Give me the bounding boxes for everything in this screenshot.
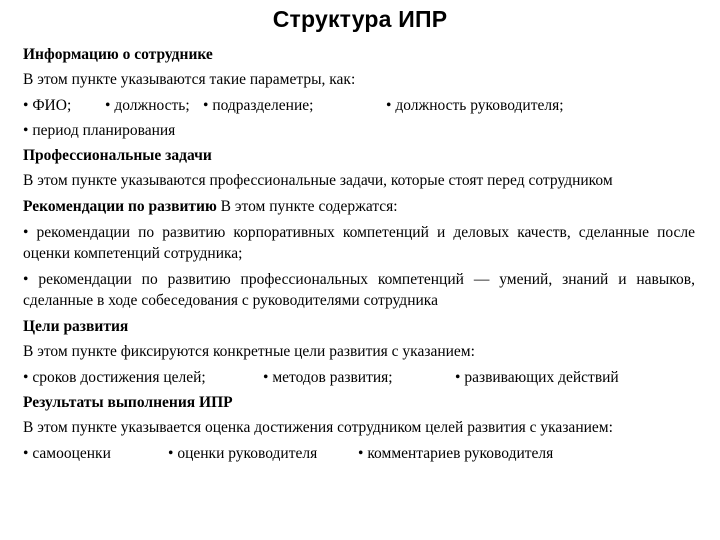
results-bullets <box>23 443 695 464</box>
section-heading-employee-info: Информацию о сотруднике <box>23 46 213 63</box>
bullet-item: • ФИО; <box>23 95 105 116</box>
slide-content <box>23 44 695 468</box>
bullet-item: • методов развития; <box>263 367 455 388</box>
development-recommendations-intro-line <box>23 196 695 217</box>
employee-info-bullets <box>23 95 695 116</box>
bullet-item: • сроков достижения целей; <box>23 367 263 388</box>
development-goals-bullets <box>23 367 695 388</box>
section-heading-results: Результаты выполнения ИПР <box>23 394 233 411</box>
bullet-item: • должность руководителя; <box>386 95 564 116</box>
bullet-item: • должность; <box>105 95 203 116</box>
bullet-item: • подразделение; <box>203 95 386 116</box>
section-heading-professional-tasks: Профессиональные задачи <box>23 147 212 164</box>
bullet-item: • развивающих действий <box>455 367 619 388</box>
development-goals-intro: В этом пункте фиксируются конкретные цели развития с указанием: <box>23 343 475 360</box>
section-heading-development-goals: Цели развития <box>23 318 129 335</box>
professional-tasks-text: В этом пункте указываются профессиональные задачи, которые стоят перед сотрудником <box>23 172 613 189</box>
employee-info-bullets-2 <box>23 120 695 141</box>
bullet-item: • комментариев руководителя <box>358 443 553 464</box>
bullet-text: рекомендации по развитию корпоративных компетенций и деловых качеств, сделанные после оценки компетенций сотрудника; <box>23 224 695 262</box>
bullet-item: • самооценки <box>23 443 168 464</box>
bullet-item: • период планирования <box>23 120 175 141</box>
bullet-item: • оценки руководителя <box>168 443 358 464</box>
bullet-item: • рекомендации по развитию корпоративных компетенций и деловых качеств, сделанные после оценки компетенций сотрудника; <box>23 224 695 262</box>
results-text: В этом пункте указывается оценка достижения сотрудником целей развития с указанием: <box>23 419 613 436</box>
page-title: Структура ИПР <box>272 6 448 32</box>
employee-info-intro: В этом пункте указываются такие параметры, как: <box>23 71 356 88</box>
development-recommendations-intro: В этом пункте содержатся: <box>216 198 398 215</box>
bullet-item: • рекомендации по развитию профессиональных компетенций — умений, знаний и навыков, сделанные в ходе собеседования с руководителями сотрудника <box>23 271 695 309</box>
section-heading-development-recommendations: Рекомендации по развитию <box>23 198 217 215</box>
bullet-text: рекомендации по развитию профессиональных компетенций — умений, знаний и навыков, сделанные в ходе собеседования с руководителями сотрудника <box>23 271 695 309</box>
